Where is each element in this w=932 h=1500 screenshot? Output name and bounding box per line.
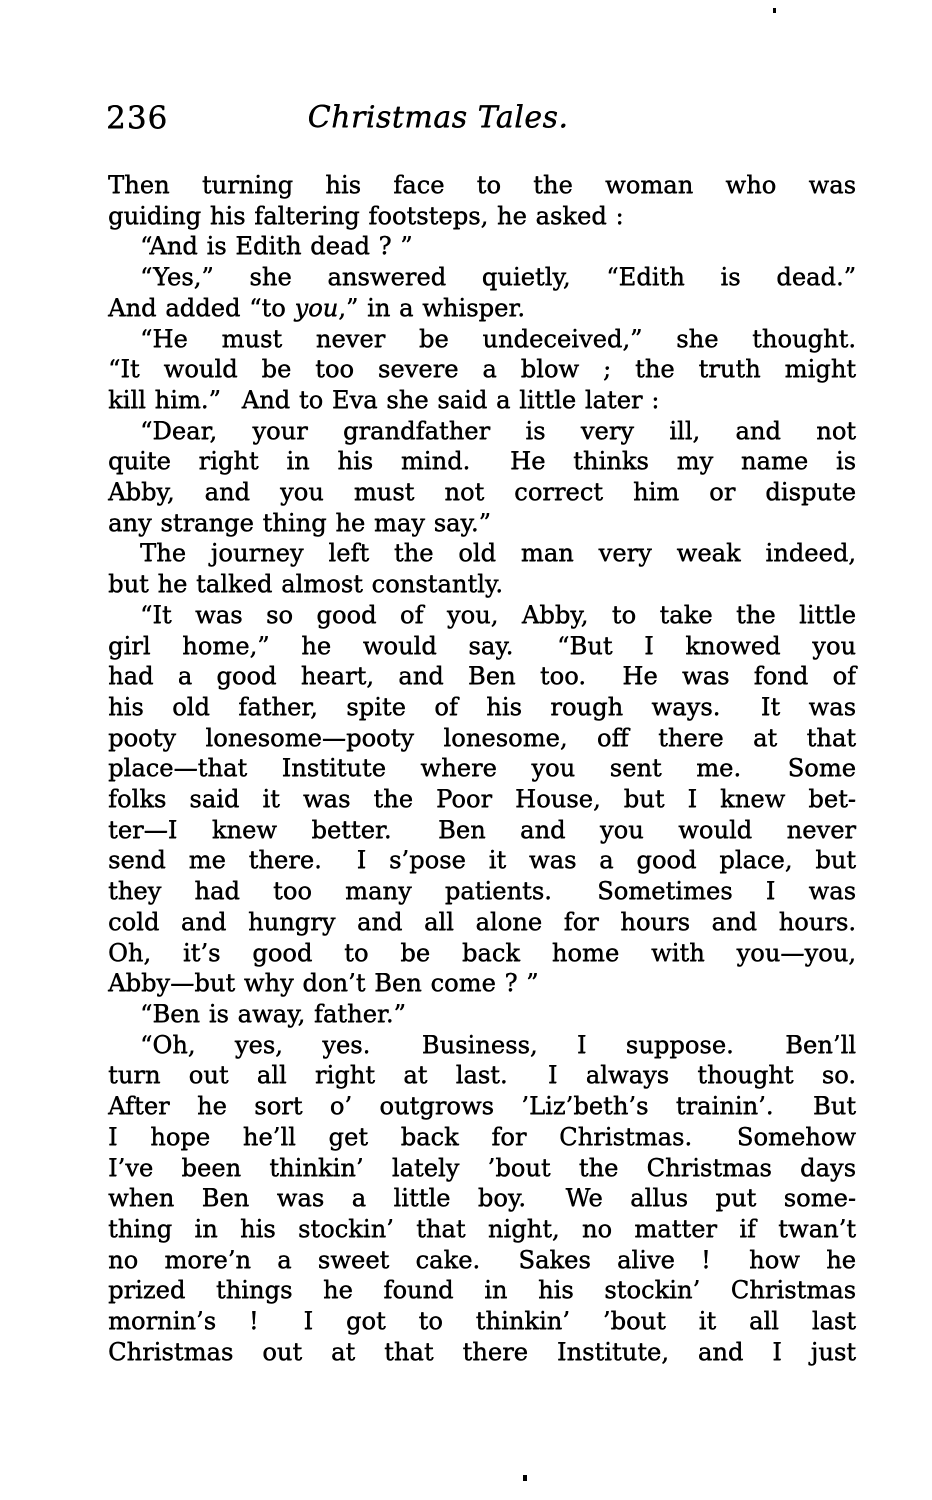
text-line: mornin’s ! I got to thinkin’ ’bout it all last [108, 1307, 856, 1336]
paragraph [108, 262, 856, 323]
text-line: guiding his faltering footsteps, he asked : [108, 201, 624, 230]
text-line: send me there. I s’pose it was a good place, but [108, 846, 856, 875]
text-line: I’ve been thinkin’ lately ’bout the Christmas days [108, 1153, 856, 1182]
text-line: “It was so good of you, Abby, to take the little [140, 600, 856, 629]
text-line: “It would be too severe a blow ; the truth might [108, 355, 856, 384]
text-line: quite right in his mind. He thinks my name is [108, 447, 856, 476]
text-line: when Ben was a little boy. We allus put some- [108, 1184, 856, 1213]
text-line: Christmas out at that there Institute, and I just [108, 1337, 856, 1366]
paragraph [108, 231, 856, 262]
paragraph [108, 416, 856, 539]
text-line: but he talked almost constantly. [108, 570, 503, 599]
text-line: And added “to you,” in a whisper. [108, 293, 525, 322]
text-line: “Oh, yes, yes. Business, I suppose. Ben’ll [140, 1030, 856, 1059]
text-line: After he sort o’ outgrows ’Liz’beth’s trainin’. But [108, 1092, 856, 1121]
text-line: they had too many patients. Sometimes I was [108, 877, 856, 906]
text-line: kill him.” And to Eva she said a little later : [108, 385, 660, 414]
text-line: thing in his stockin’ that night, no matter if twan’t [108, 1214, 856, 1243]
running-title: Christmas Tales. [307, 100, 569, 135]
text-line: any strange thing he may say.” [108, 508, 491, 537]
scan-artifact-dot [773, 8, 776, 13]
text-line: “Yes,” she answered quietly, “Edith is dead.” [140, 263, 856, 292]
paragraph [108, 324, 856, 416]
text-line: “He must never be undeceived,” she thought. [140, 324, 856, 353]
paragraph [108, 999, 856, 1030]
text-line: Oh, it’s good to be back home with you—you, [108, 938, 856, 967]
text-line: place—that Institute where you sent me. Some [108, 754, 856, 783]
page-number: 236 [106, 100, 169, 136]
text-line: his old father, spite of his rough ways. It was [108, 692, 856, 721]
text-line: folks said it was the Poor House, but I knew bet- [108, 785, 856, 814]
scan-artifact-dot [523, 1475, 527, 1481]
page-header [0, 100, 932, 144]
paragraph [108, 538, 856, 599]
paragraph [108, 600, 856, 999]
text-line: had a good heart, and Ben too. He was fond of [108, 662, 856, 691]
text-line: ter—I knew better. Ben and you would never [108, 815, 856, 844]
text-line: I hope he’ll get back for Christmas. Somehow [108, 1122, 856, 1151]
text-line: “Ben is away, father.” [140, 999, 406, 1028]
text-line: Then turning his face to the woman who was [108, 171, 856, 199]
text-line: prized things he found in his stockin’ Christmas [108, 1276, 856, 1305]
text-line: Abby, and you must not correct him or dispute [108, 478, 856, 507]
text-line: girl home,” he would say. “But I knowed you [108, 631, 856, 660]
paragraph [108, 1030, 856, 1368]
text-line: “Dear, your grandfather is very ill, and not [140, 416, 856, 445]
paragraph [108, 170, 856, 231]
text-line: Abby—but why don’t Ben come ? ” [108, 969, 539, 998]
text-line: “And is Edith dead ? ” [140, 232, 413, 261]
text-line: turn out all right at last. I always thought so. [108, 1061, 856, 1090]
text-line: The journey left the old man very weak indeed, [140, 539, 856, 568]
page-body [108, 170, 856, 1367]
text-line: pooty lonesome—pooty lonesome, off there at that [108, 723, 856, 752]
text-line: cold and hungry and all alone for hours and hours. [108, 907, 856, 936]
text-line: no more’n a sweet cake. Sakes alive ! how he [108, 1245, 856, 1274]
